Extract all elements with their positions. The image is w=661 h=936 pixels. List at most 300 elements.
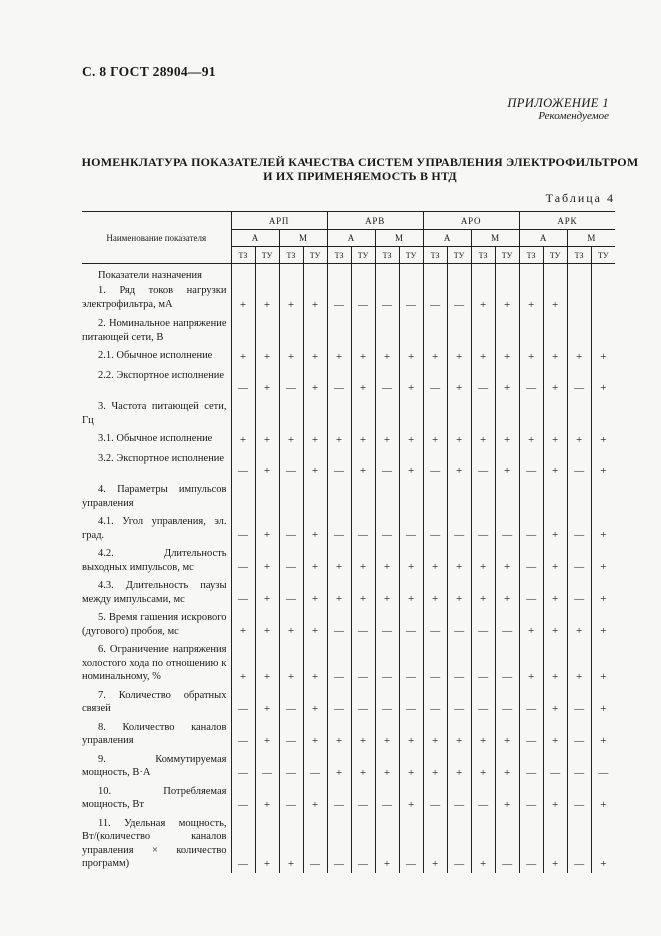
value-cell: [327, 314, 351, 346]
value-cell: +: [303, 576, 327, 608]
value-cell: +: [591, 718, 615, 750]
value-cell: +: [351, 718, 375, 750]
value-cell: +: [591, 814, 615, 873]
value-cell: —: [351, 686, 375, 718]
value-cell: [375, 314, 399, 346]
document-title: [80, 155, 640, 183]
value-cell: —: [303, 814, 327, 873]
value-cell: +: [375, 718, 399, 750]
value-cell: —: [351, 512, 375, 544]
value-cell: [255, 480, 279, 512]
doc-type-header: ТЗ: [423, 247, 447, 264]
table-row: [82, 366, 615, 397]
row-name-text: 3.2. Экспортное исполнение: [98, 453, 225, 464]
value-cell: +: [447, 346, 471, 366]
value-cell: +: [279, 814, 303, 873]
value-cell: —: [447, 782, 471, 814]
value-cell: +: [375, 576, 399, 608]
value-cell: —: [279, 544, 303, 576]
value-cell: [591, 281, 615, 314]
value-cell: [423, 314, 447, 346]
value-cell: +: [471, 346, 495, 366]
value-cell: —: [519, 686, 543, 718]
value-cell: +: [375, 544, 399, 576]
value-cell: —: [399, 686, 423, 718]
value-cell: +: [471, 544, 495, 576]
value-cell: —: [255, 750, 279, 782]
value-cell: —: [567, 512, 591, 544]
row-name: [82, 750, 231, 782]
value-cell: [471, 480, 495, 512]
value-cell: —: [423, 366, 447, 397]
value-cell: —: [231, 449, 255, 480]
value-cell: [447, 314, 471, 346]
row-name-text: 8. Количество каналов управления: [82, 721, 227, 746]
value-cell: +: [327, 346, 351, 366]
value-cell: +: [447, 576, 471, 608]
value-cell: +: [543, 608, 567, 640]
table-row: [82, 544, 615, 576]
empty-cell: [519, 264, 543, 282]
value-cell: —: [351, 782, 375, 814]
row-name-text: 1. Ряд токов нагрузки электрофильтра, мА: [82, 285, 227, 310]
value-cell: +: [543, 512, 567, 544]
row-name: [82, 782, 231, 814]
doc-type-header: ТУ: [303, 247, 327, 264]
value-cell: —: [279, 512, 303, 544]
value-cell: —: [375, 782, 399, 814]
value-cell: —: [327, 281, 351, 314]
value-cell: —: [231, 814, 255, 873]
value-cell: +: [591, 640, 615, 686]
value-cell: +: [567, 640, 591, 686]
value-cell: +: [495, 281, 519, 314]
group-header-АРП: АРП: [231, 212, 327, 230]
value-cell: [495, 314, 519, 346]
value-cell: +: [495, 718, 519, 750]
value-cell: +: [399, 782, 423, 814]
value-cell: +: [231, 429, 255, 449]
row-name-text: 5. Время гашения искрового (дугового) пробоя, мс: [82, 612, 227, 637]
value-cell: +: [399, 544, 423, 576]
value-cell: +: [591, 544, 615, 576]
value-cell: +: [423, 544, 447, 576]
row-name-text: 3. Частота питающей сети, Гц: [82, 401, 227, 426]
value-cell: —: [327, 814, 351, 873]
value-cell: —: [447, 512, 471, 544]
value-cell: +: [543, 814, 567, 873]
value-cell: +: [351, 576, 375, 608]
title-line-1: НОМЕНКЛАТУРА ПОКАЗАТЕЛЕЙ КАЧЕСТВА СИСТЕМ УПРАВЛЕНИЯ ЭЛЕКТРОФИЛЬТРОМ: [81, 155, 639, 169]
value-cell: [303, 314, 327, 346]
value-cell: —: [543, 750, 567, 782]
value-cell: [327, 480, 351, 512]
value-cell: +: [543, 366, 567, 397]
empty-cell: [567, 264, 591, 282]
value-cell: —: [399, 608, 423, 640]
value-cell: —: [423, 281, 447, 314]
value-cell: +: [567, 429, 591, 449]
value-cell: [399, 480, 423, 512]
value-cell: —: [567, 449, 591, 480]
value-cell: +: [471, 814, 495, 873]
value-cell: —: [471, 686, 495, 718]
empty-cell: [399, 264, 423, 282]
table-row: [82, 576, 615, 608]
value-cell: +: [399, 449, 423, 480]
doc-type-header: ТУ: [495, 247, 519, 264]
row-name-text: 2.2. Экспортное исполнение: [98, 370, 225, 381]
value-cell: —: [519, 750, 543, 782]
value-cell: +: [231, 640, 255, 686]
group-header-АРВ: АРВ: [327, 212, 423, 230]
value-cell: —: [519, 576, 543, 608]
value-cell: +: [279, 346, 303, 366]
empty-cell: [303, 264, 327, 282]
value-cell: —: [519, 782, 543, 814]
value-cell: +: [255, 429, 279, 449]
value-cell: —: [447, 686, 471, 718]
value-cell: [567, 314, 591, 346]
doc-type-header: ТЗ: [471, 247, 495, 264]
value-cell: —: [567, 544, 591, 576]
value-cell: —: [303, 750, 327, 782]
value-cell: —: [471, 512, 495, 544]
value-cell: +: [447, 750, 471, 782]
row-name: [82, 576, 231, 608]
value-cell: —: [375, 449, 399, 480]
value-cell: +: [447, 544, 471, 576]
empty-cell: [447, 264, 471, 282]
value-cell: —: [519, 814, 543, 873]
value-cell: [231, 314, 255, 346]
value-cell: —: [519, 512, 543, 544]
value-cell: —: [231, 576, 255, 608]
subgroup-header: А: [327, 230, 375, 247]
subgroup-header: М: [471, 230, 519, 247]
value-cell: [375, 480, 399, 512]
table-row: [82, 814, 615, 873]
row-name-text: 4.1. Угол управления, эл. град.: [82, 516, 227, 541]
table-row: [82, 480, 615, 512]
table-row: [82, 512, 615, 544]
value-cell: —: [399, 640, 423, 686]
row-name-text: 4.3. Длительность паузы между импульсами, мс: [82, 580, 227, 605]
value-cell: —: [351, 281, 375, 314]
appendix-subtitle: Рекомендуемое: [538, 110, 609, 122]
value-cell: +: [255, 512, 279, 544]
value-cell: —: [231, 544, 255, 576]
table-row: [82, 346, 615, 366]
row-name: [82, 314, 231, 346]
empty-cell: [543, 264, 567, 282]
row-name: [82, 346, 231, 366]
row-name: [82, 814, 231, 873]
value-cell: —: [495, 608, 519, 640]
subgroup-header: М: [567, 230, 615, 247]
value-cell: —: [327, 512, 351, 544]
value-cell: —: [567, 718, 591, 750]
value-cell: [327, 397, 351, 429]
value-cell: —: [279, 718, 303, 750]
value-cell: [543, 397, 567, 429]
value-cell: —: [423, 686, 447, 718]
value-cell: —: [327, 686, 351, 718]
doc-type-header: ТУ: [399, 247, 423, 264]
value-cell: +: [495, 366, 519, 397]
value-cell: +: [255, 544, 279, 576]
value-cell: [519, 480, 543, 512]
section-row: [82, 264, 615, 282]
table-row: [82, 314, 615, 346]
value-cell: —: [495, 640, 519, 686]
value-cell: +: [303, 512, 327, 544]
value-cell: —: [279, 576, 303, 608]
value-cell: —: [471, 640, 495, 686]
value-cell: —: [423, 512, 447, 544]
value-cell: —: [423, 608, 447, 640]
value-cell: [519, 314, 543, 346]
value-cell: +: [591, 608, 615, 640]
row-name: [82, 397, 231, 429]
value-cell: +: [399, 576, 423, 608]
value-cell: +: [591, 782, 615, 814]
value-cell: [303, 480, 327, 512]
value-cell: +: [399, 346, 423, 366]
value-cell: +: [303, 449, 327, 480]
value-cell: +: [327, 544, 351, 576]
empty-cell: [351, 264, 375, 282]
value-cell: [231, 397, 255, 429]
doc-type-header: ТЗ: [519, 247, 543, 264]
value-cell: +: [255, 576, 279, 608]
value-cell: +: [279, 281, 303, 314]
value-cell: +: [471, 576, 495, 608]
value-cell: +: [591, 686, 615, 718]
value-cell: +: [231, 346, 255, 366]
value-cell: +: [351, 366, 375, 397]
empty-cell: [327, 264, 351, 282]
value-cell: —: [231, 718, 255, 750]
value-cell: +: [543, 686, 567, 718]
value-cell: +: [255, 640, 279, 686]
doc-type-header: ТЗ: [231, 247, 255, 264]
value-cell: —: [327, 366, 351, 397]
value-cell: +: [303, 608, 327, 640]
value-cell: +: [255, 281, 279, 314]
table-label: Таблица 4: [545, 191, 615, 205]
value-cell: —: [495, 512, 519, 544]
value-cell: +: [399, 718, 423, 750]
value-cell: [375, 397, 399, 429]
value-cell: —: [519, 718, 543, 750]
page-header: С. 8 ГОСТ 28904—91: [82, 64, 216, 79]
value-cell: +: [255, 686, 279, 718]
row-name: [82, 512, 231, 544]
value-cell: +: [519, 429, 543, 449]
row-name-text: 4. Параметры импульсов управления: [82, 484, 227, 509]
row-name: [82, 366, 231, 397]
value-cell: +: [591, 346, 615, 366]
appendix-title: ПРИЛОЖЕНИЕ 1: [507, 96, 609, 110]
value-cell: +: [591, 429, 615, 449]
value-cell: —: [375, 281, 399, 314]
value-cell: +: [543, 718, 567, 750]
group-header-АРК: АРК: [519, 212, 615, 230]
value-cell: —: [423, 449, 447, 480]
table-row: [82, 782, 615, 814]
value-cell: —: [567, 686, 591, 718]
doc-type-header: ТЗ: [279, 247, 303, 264]
value-cell: —: [231, 366, 255, 397]
value-cell: +: [495, 346, 519, 366]
value-cell: [471, 397, 495, 429]
value-cell: +: [303, 718, 327, 750]
value-cell: +: [471, 718, 495, 750]
value-cell: +: [471, 281, 495, 314]
value-cell: —: [351, 608, 375, 640]
subgroup-header: М: [375, 230, 423, 247]
row-name-text: 4.2. Длительность выходных импульсов, мс: [82, 548, 227, 573]
value-cell: +: [519, 281, 543, 314]
doc-type-header: ТЗ: [567, 247, 591, 264]
value-cell: +: [471, 750, 495, 782]
value-cell: —: [351, 814, 375, 873]
value-cell: +: [423, 576, 447, 608]
value-cell: +: [423, 814, 447, 873]
row-name-text: 3.1. Обычное исполнение: [98, 433, 213, 444]
value-cell: +: [231, 608, 255, 640]
value-cell: [255, 314, 279, 346]
value-cell: +: [447, 366, 471, 397]
value-cell: —: [399, 814, 423, 873]
value-cell: —: [231, 512, 255, 544]
value-cell: +: [303, 544, 327, 576]
value-cell: —: [279, 686, 303, 718]
doc-type-header: ТЗ: [375, 247, 399, 264]
group-header-АРО: АРО: [423, 212, 519, 230]
value-cell: +: [543, 346, 567, 366]
value-cell: —: [567, 366, 591, 397]
value-cell: —: [327, 782, 351, 814]
value-cell: +: [399, 366, 423, 397]
value-cell: +: [591, 366, 615, 397]
empty-cell: [495, 264, 519, 282]
value-cell: —: [567, 814, 591, 873]
value-cell: [351, 480, 375, 512]
value-cell: [495, 480, 519, 512]
value-cell: +: [327, 718, 351, 750]
value-cell: +: [303, 429, 327, 449]
value-cell: [567, 281, 591, 314]
value-cell: +: [495, 544, 519, 576]
table-row: [82, 429, 615, 449]
empty-cell: [279, 264, 303, 282]
value-cell: +: [255, 346, 279, 366]
table-row: [82, 718, 615, 750]
value-cell: +: [591, 449, 615, 480]
value-cell: —: [327, 608, 351, 640]
value-cell: +: [375, 814, 399, 873]
value-cell: —: [399, 281, 423, 314]
value-cell: +: [495, 429, 519, 449]
value-cell: +: [495, 576, 519, 608]
value-cell: +: [351, 750, 375, 782]
row-name: [82, 480, 231, 512]
empty-cell: [471, 264, 495, 282]
doc-type-header: ТЗ: [327, 247, 351, 264]
value-cell: —: [471, 608, 495, 640]
table-row: [82, 281, 615, 314]
value-cell: [567, 480, 591, 512]
value-cell: —: [231, 782, 255, 814]
subgroup-header: А: [423, 230, 471, 247]
value-cell: +: [303, 366, 327, 397]
value-cell: —: [375, 640, 399, 686]
value-cell: [447, 480, 471, 512]
row-name-text: 11. Удельная мощность, Вт/(количество каналов управления × количество программ): [82, 817, 227, 869]
table-row: [82, 686, 615, 718]
value-cell: —: [327, 640, 351, 686]
value-cell: +: [303, 281, 327, 314]
row-name: [82, 640, 231, 686]
value-cell: +: [447, 718, 471, 750]
value-cell: +: [447, 429, 471, 449]
value-cell: +: [519, 608, 543, 640]
value-cell: —: [375, 366, 399, 397]
value-cell: —: [471, 366, 495, 397]
value-cell: [591, 480, 615, 512]
row-name-text: 7. Количество обратных связей: [82, 689, 227, 714]
value-cell: [351, 397, 375, 429]
value-cell: +: [351, 449, 375, 480]
value-cell: [495, 397, 519, 429]
value-cell: [399, 314, 423, 346]
value-cell: +: [495, 750, 519, 782]
value-cell: +: [327, 576, 351, 608]
value-cell: —: [567, 782, 591, 814]
value-cell: +: [279, 608, 303, 640]
value-cell: —: [231, 686, 255, 718]
value-cell: [423, 480, 447, 512]
value-cell: +: [543, 640, 567, 686]
row-name: [82, 281, 231, 314]
value-cell: [303, 397, 327, 429]
value-cell: +: [255, 449, 279, 480]
value-cell: +: [447, 449, 471, 480]
value-cell: +: [255, 814, 279, 873]
value-cell: —: [495, 814, 519, 873]
value-cell: —: [375, 608, 399, 640]
value-cell: —: [279, 750, 303, 782]
value-cell: [231, 480, 255, 512]
value-cell: [543, 314, 567, 346]
value-cell: —: [471, 782, 495, 814]
value-cell: —: [519, 544, 543, 576]
value-cell: —: [519, 366, 543, 397]
value-cell: +: [423, 718, 447, 750]
doc-type-header: ТУ: [255, 247, 279, 264]
value-cell: —: [279, 449, 303, 480]
doc-type-header: ТУ: [447, 247, 471, 264]
value-cell: +: [399, 429, 423, 449]
value-cell: [591, 314, 615, 346]
value-cell: +: [519, 346, 543, 366]
row-name: [82, 429, 231, 449]
value-cell: +: [351, 346, 375, 366]
value-cell: —: [327, 449, 351, 480]
param-name-header: Наименование показателя: [82, 212, 231, 264]
